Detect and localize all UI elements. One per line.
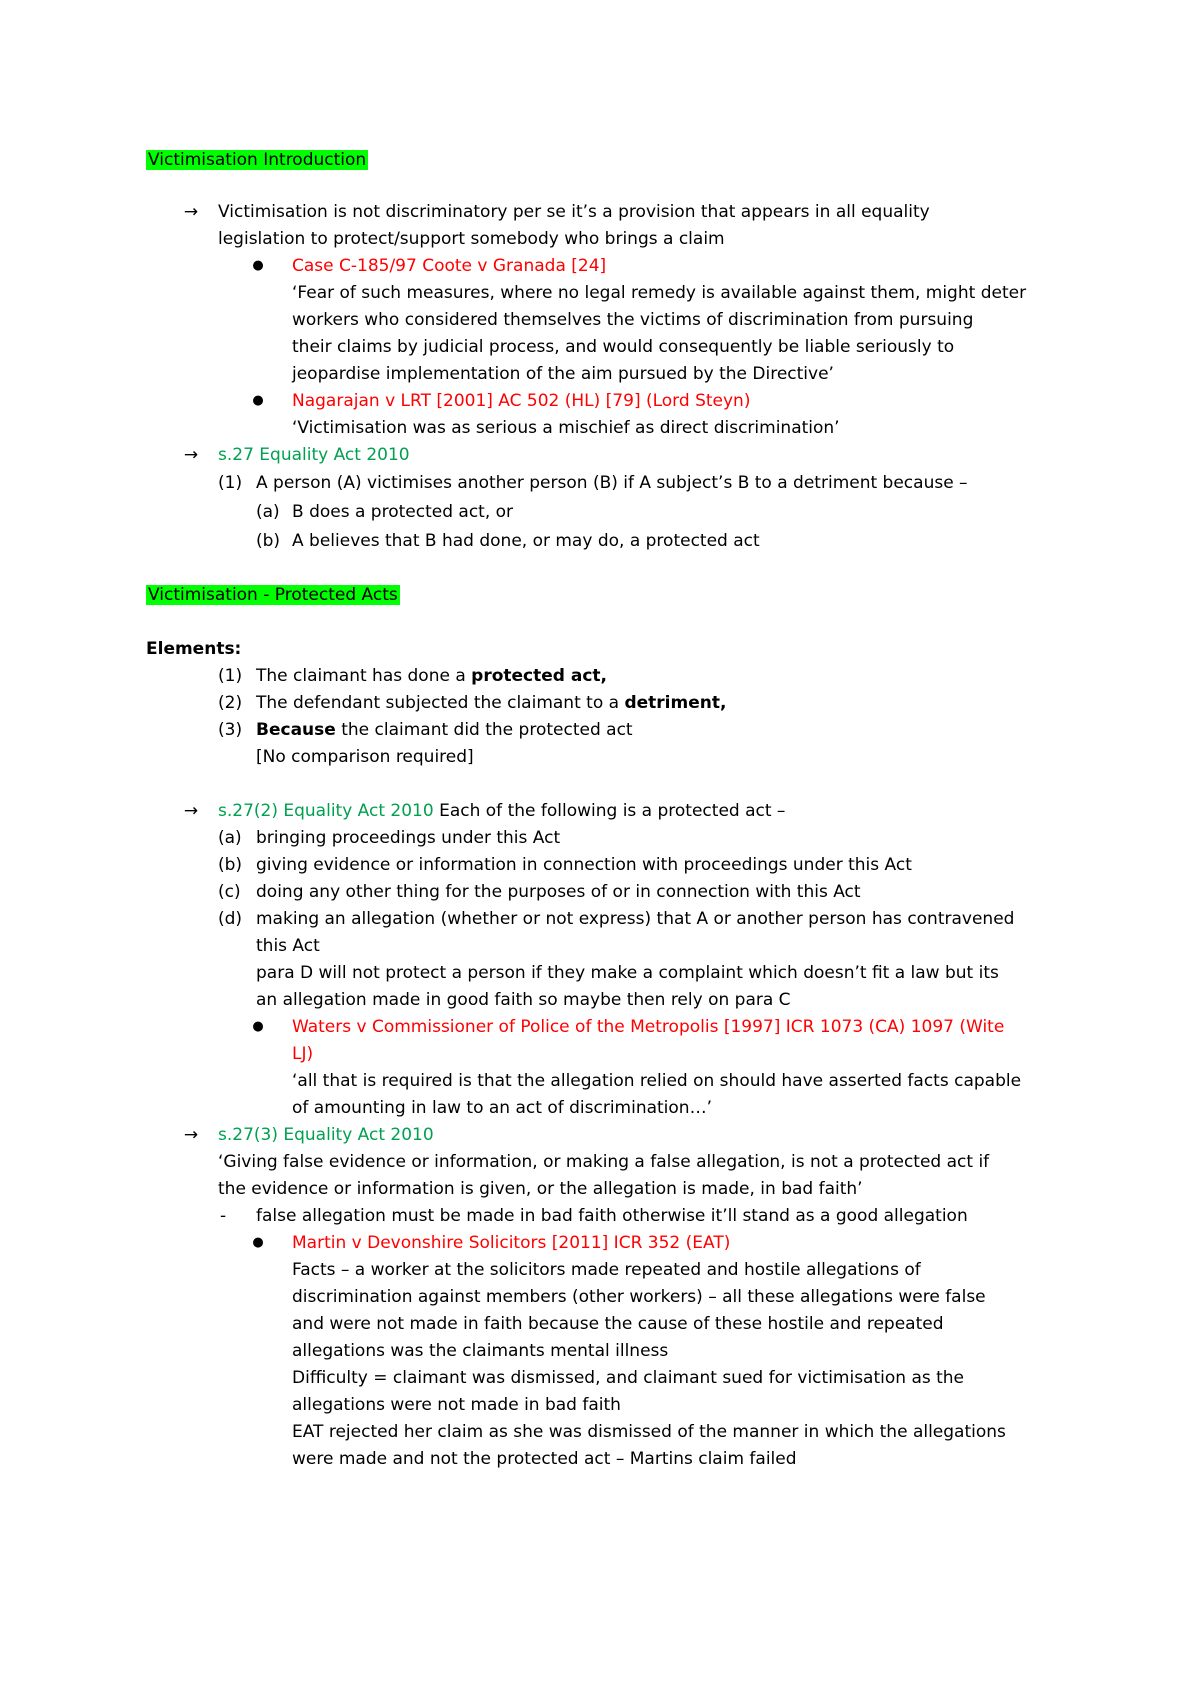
case-note-line: and were not made in faith because the cause of these hostile and repeated (292, 1314, 944, 1334)
quote-line: workers who considered themselves the victims of discrimination from pursuing (292, 310, 974, 330)
statute-text-line: B does a protected act, or (292, 502, 514, 522)
list-number: (a) (218, 828, 242, 848)
case-note-line: Difficulty = claimant was dismissed, and claimant sued for victimisation as the (292, 1368, 965, 1388)
bullet-icon: ● (252, 393, 264, 408)
list-number: (a) (256, 502, 280, 522)
section-heading-protected-acts: Victimisation - Protected Acts (148, 585, 398, 605)
statute-reference-s27: s.27 Equality Act 2010 (218, 445, 410, 465)
quote-line: ‘Giving false evidence or information, or making a false allegation, is not a protected act if (218, 1152, 990, 1172)
quote-line: the evidence or information is given, or the allegation is made, in bad faith’ (218, 1179, 863, 1199)
protected-act-item: giving evidence or information in connection with proceedings under this Act (256, 855, 912, 875)
case-note-line: Facts – a worker at the solicitors made repeated and hostile allegations of (292, 1260, 921, 1280)
note-line: false allegation must be made in bad faith otherwise it’ll stand as a good allegation (256, 1206, 968, 1226)
section-heading-introduction: Victimisation Introduction (148, 150, 367, 170)
case-note-line: allegations was the claimants mental illness (292, 1341, 669, 1361)
intro-text-line: legislation to protect/support somebody who brings a claim (218, 229, 725, 249)
statute-reference-s27-2: s.27(2) Equality Act 2010 Each of the following is a protected act – (218, 801, 786, 821)
note-line: an allegation made in good faith so maybe then rely on para C (256, 990, 791, 1010)
note-line: para D will not protect a person if they make a complaint which doesn’t fit a law but its (256, 963, 999, 983)
arrow-bullet-icon: → (183, 801, 199, 821)
bullet-icon: ● (252, 258, 264, 273)
case-note-line: discrimination against members (other workers) – all these allegations were false (292, 1287, 986, 1307)
case-note-line: EAT rejected her claim as she was dismissed of the manner in which the allegations (292, 1422, 1006, 1442)
quote-line: jeopardise implementation of the aim pursued by the Directive’ (292, 364, 834, 384)
list-number: (b) (256, 531, 281, 551)
elements-label: Elements: (146, 639, 242, 659)
case-citation-waters: Waters v Commissioner of Police of the Metropolis [1997] ICR 1073 (CA) 1097 (Wite (292, 1017, 1005, 1037)
protected-act-item: doing any other thing for the purposes of or in connection with this Act (256, 882, 861, 902)
arrow-bullet-icon: → (183, 1125, 199, 1145)
case-note-line: allegations were not made in bad faith (292, 1395, 621, 1415)
list-number: (d) (218, 909, 243, 929)
statute-reference-s27-3: s.27(3) Equality Act 2010 (218, 1125, 434, 1145)
statute-text-line: A believes that B had done, or may do, a protected act (292, 531, 760, 551)
element-item: The claimant has done a protected act, (256, 666, 607, 686)
list-number: (1) (218, 473, 243, 493)
quote-line: ‘Victimisation was as serious a mischief as direct discrimination’ (292, 418, 840, 438)
dash-bullet: - (220, 1206, 227, 1226)
list-number: (c) (218, 882, 241, 902)
intro-text-line: Victimisation is not discriminatory per se it’s a provision that appears in all equality (218, 202, 930, 222)
arrow-bullet-icon: → (183, 445, 199, 465)
case-citation-waters: LJ) (292, 1044, 314, 1064)
element-item: The defendant subjected the claimant to a detriment, (256, 693, 727, 713)
protected-act-item: this Act (256, 936, 320, 956)
quote-line: ‘all that is required is that the allegation relied on should have asserted facts capable (292, 1071, 1022, 1091)
bullet-icon: ● (252, 1235, 264, 1250)
element-item: Because the claimant did the protected act (256, 720, 633, 740)
protected-act-item: bringing proceedings under this Act (256, 828, 561, 848)
case-note-line: were made and not the protected act – Martins claim failed (292, 1449, 797, 1469)
element-note: [No comparison required] (256, 747, 474, 767)
list-number: (3) (218, 720, 243, 740)
list-number: (b) (218, 855, 243, 875)
quote-line: ‘Fear of such measures, where no legal remedy is available against them, might deter (292, 283, 1027, 303)
arrow-bullet-icon: → (183, 202, 199, 222)
quote-line: their claims by judicial process, and would consequently be liable seriously to (292, 337, 955, 357)
case-citation-nagarajan: Nagarajan v LRT [2001] AC 502 (HL) [79] (Lord Steyn) (292, 391, 751, 411)
list-number: (2) (218, 693, 243, 713)
bullet-icon: ● (252, 1019, 264, 1034)
case-citation-coote: Case C-185/97 Coote v Granada [24] (292, 256, 607, 276)
protected-act-item: making an allegation (whether or not express) that A or another person has contravened (256, 909, 1015, 929)
quote-line: of amounting in law to an act of discrimination…’ (292, 1098, 712, 1118)
statute-text-line: A person (A) victimises another person (B) if A subject’s B to a detriment because – (256, 473, 968, 493)
case-citation-martin: Martin v Devonshire Solicitors [2011] ICR 352 (EAT) (292, 1233, 731, 1253)
list-number: (1) (218, 666, 243, 686)
